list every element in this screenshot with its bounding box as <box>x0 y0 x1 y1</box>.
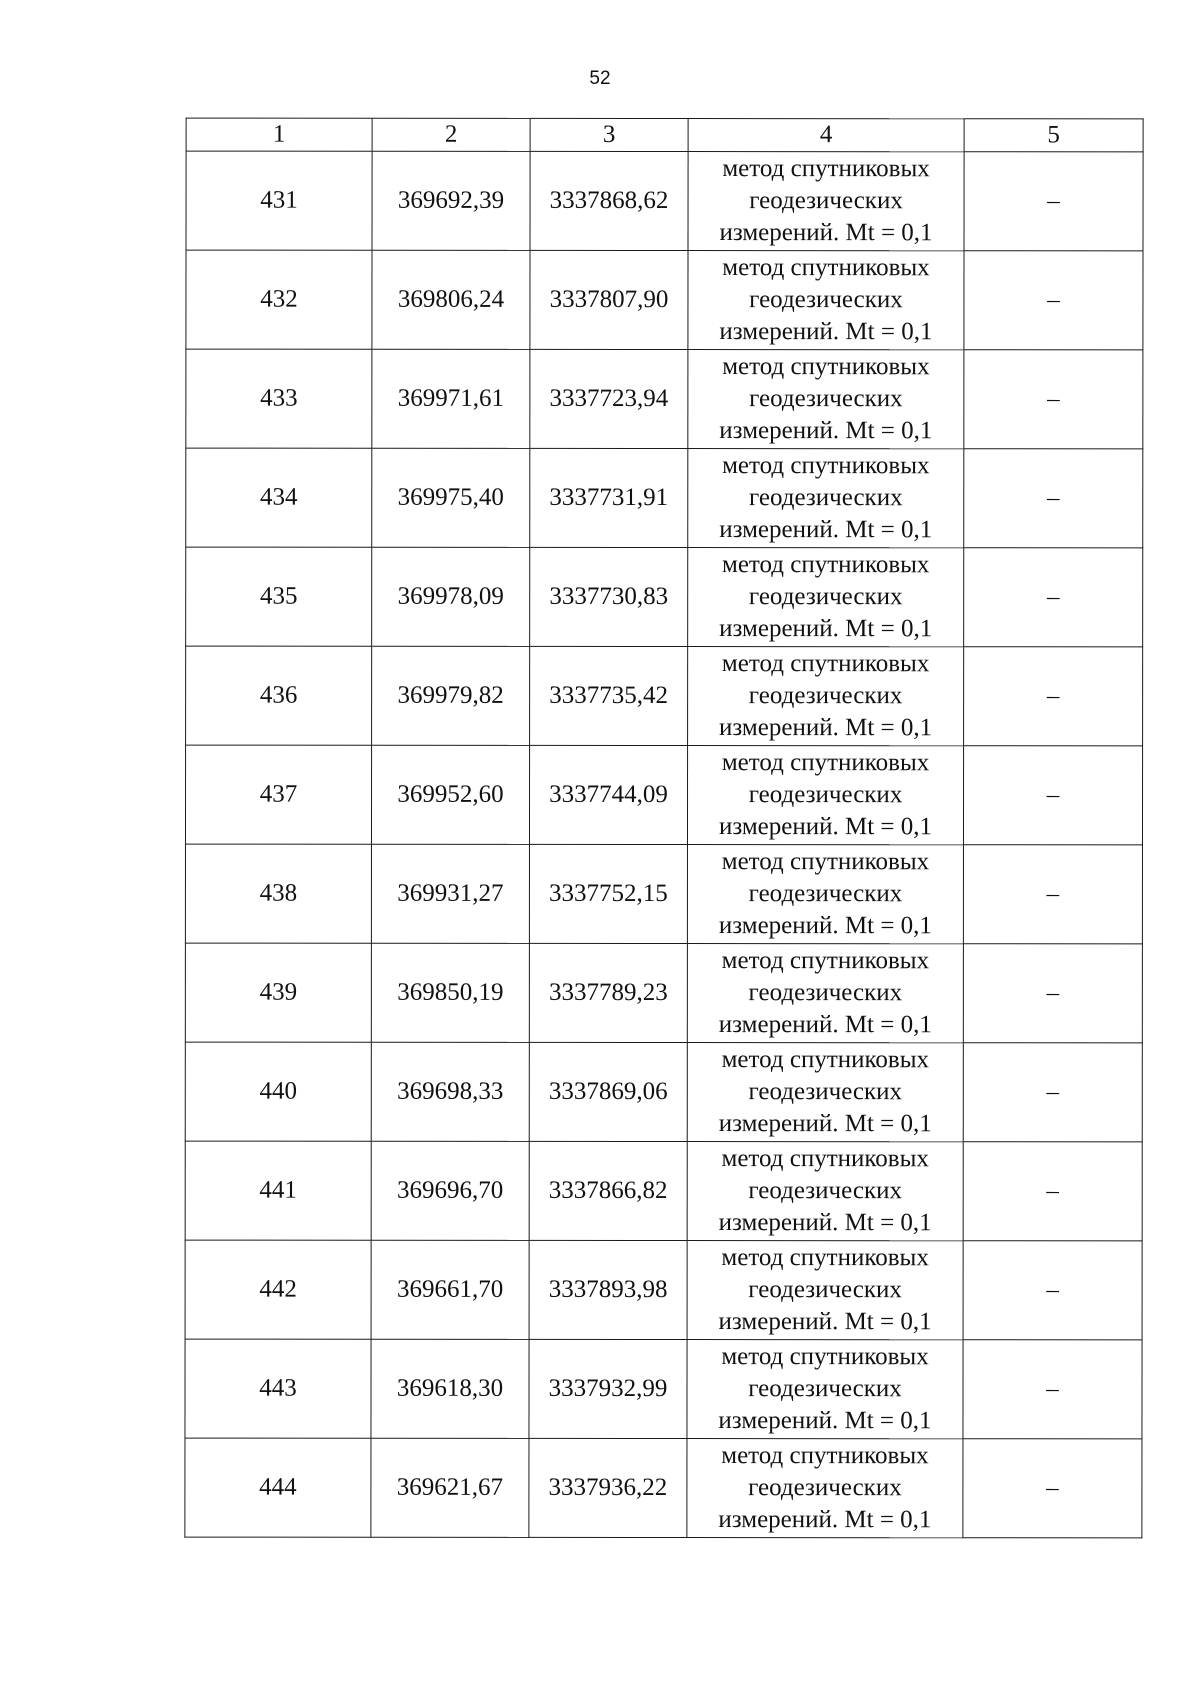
method-line: измерений. Mt = 0,1 <box>718 1011 932 1039</box>
point-number-cell: 435 <box>186 547 372 646</box>
method-line: измерений. Mt = 0,1 <box>719 714 933 742</box>
y-coordinate-cell: 3337730,83 <box>530 547 688 646</box>
method-line: метод спутниковых <box>721 1343 929 1371</box>
method-line: геодезических <box>748 1177 902 1205</box>
table-row <box>185 1240 1142 1340</box>
method-line: метод спутниковых <box>721 650 930 678</box>
x-coordinate-cell: 369979,82 <box>372 646 530 745</box>
column-header-1: 1 <box>186 118 372 151</box>
method-line: геодезических <box>749 187 903 215</box>
y-coordinate-cell: 3337936,22 <box>529 1438 687 1537</box>
method-line: метод спутниковых <box>721 947 930 975</box>
method-line: метод спутниковых <box>722 155 930 183</box>
table-row <box>186 448 1143 548</box>
method-line: измерений. Mt = 0,1 <box>718 912 932 940</box>
x-coordinate-cell: 369952,60 <box>371 745 529 844</box>
method-line: измерений. Mt = 0,1 <box>718 1209 932 1237</box>
method-line: измерений. Mt = 0,1 <box>719 417 933 445</box>
y-coordinate-cell: 3337731,91 <box>530 448 688 547</box>
column-header-5: 5 <box>964 119 1143 152</box>
y-coordinate-cell: 3337723,94 <box>530 349 688 448</box>
y-coordinate-cell: 3337932,99 <box>529 1339 687 1438</box>
y-coordinate-cell: 3337789,23 <box>529 943 687 1042</box>
method-line: измерений. Mt = 0,1 <box>718 1407 932 1435</box>
column-header-4: 4 <box>688 119 964 152</box>
method-cell <box>687 1043 963 1142</box>
point-number-cell: 436 <box>186 646 372 745</box>
method-line: измерений. Mt = 0,1 <box>718 1506 932 1534</box>
point-number-cell: 438 <box>185 844 371 943</box>
method-line: геодезических <box>748 1474 902 1502</box>
point-number-cell: 433 <box>186 349 372 448</box>
y-coordinate-cell: 3337868,62 <box>530 151 688 250</box>
table-row <box>185 1438 1142 1538</box>
method-line: измерений. Mt = 0,1 <box>718 813 933 841</box>
method-cell <box>687 845 963 944</box>
method-line: метод спутниковых <box>722 353 930 381</box>
y-coordinate-cell: 3337866,82 <box>529 1141 687 1240</box>
point-number-cell: 443 <box>185 1339 371 1438</box>
y-coordinate-cell: 3337893,98 <box>529 1240 687 1339</box>
note-cell: – <box>964 350 1143 449</box>
note-cell: – <box>964 152 1143 251</box>
table-row <box>185 943 1142 1043</box>
method-line: измерений. Mt = 0,1 <box>718 1110 932 1138</box>
table-row <box>185 745 1142 845</box>
table-row <box>185 1042 1142 1142</box>
method-cell <box>687 1439 963 1538</box>
table-row <box>185 1141 1142 1241</box>
x-coordinate-cell: 369661,70 <box>371 1240 529 1339</box>
method-line: геодезических <box>748 1078 903 1106</box>
note-cell: – <box>963 1043 1142 1142</box>
note-cell: – <box>963 845 1142 944</box>
point-number-cell: 444 <box>185 1438 371 1537</box>
column-header-3: 3 <box>530 118 688 151</box>
method-cell <box>687 1142 963 1241</box>
table-row <box>186 151 1143 251</box>
header-row <box>186 118 1143 152</box>
point-number-cell: 437 <box>185 745 371 844</box>
method-cell <box>687 1340 963 1439</box>
column-header-2: 2 <box>372 118 530 151</box>
page-number: 52 <box>589 68 611 89</box>
table-header <box>186 118 1143 152</box>
table-row <box>186 646 1143 746</box>
note-cell: – <box>963 746 1142 845</box>
coordinates-table <box>184 118 1143 1539</box>
table-row <box>186 250 1143 350</box>
method-line: измерений. Mt = 0,1 <box>719 615 933 643</box>
method-cell <box>688 350 964 449</box>
x-coordinate-cell: 369621,67 <box>371 1438 529 1537</box>
method-line: метод спутниковых <box>722 551 930 579</box>
method-line: метод спутниковых <box>721 749 930 777</box>
point-number-cell: 442 <box>185 1240 371 1339</box>
method-cell <box>687 746 963 845</box>
note-cell: – <box>964 449 1143 548</box>
note-cell: – <box>964 548 1143 647</box>
point-number-cell: 441 <box>185 1141 371 1240</box>
x-coordinate-cell: 369806,24 <box>372 250 530 349</box>
note-cell: – <box>963 1439 1142 1538</box>
method-cell <box>688 152 964 251</box>
method-line: геодезических <box>748 1375 902 1403</box>
method-cell <box>688 548 964 647</box>
y-coordinate-cell: 3337869,06 <box>529 1042 687 1141</box>
x-coordinate-cell: 369971,61 <box>372 349 530 448</box>
point-number-cell: 431 <box>186 151 372 250</box>
table-row <box>185 1339 1142 1439</box>
y-coordinate-cell: 3337735,42 <box>530 646 688 745</box>
method-cell <box>687 1241 963 1340</box>
method-line: геодезических <box>748 484 903 512</box>
method-line: метод спутниковых <box>721 1145 929 1173</box>
method-line: геодезических <box>748 979 903 1007</box>
x-coordinate-cell: 369696,70 <box>371 1141 529 1240</box>
method-cell <box>688 251 964 350</box>
table-row <box>186 547 1143 647</box>
method-cell <box>687 944 963 1043</box>
method-cell <box>688 449 964 548</box>
x-coordinate-cell: 369692,39 <box>372 151 530 250</box>
method-cell <box>688 647 964 746</box>
method-line: геодезических <box>748 880 903 908</box>
method-line: метод спутниковых <box>722 254 930 282</box>
y-coordinate-cell: 3337744,09 <box>529 745 687 844</box>
method-line: геодезических <box>748 781 903 809</box>
note-cell: – <box>963 1340 1142 1439</box>
method-line: геодезических <box>748 1276 902 1304</box>
note-cell: – <box>964 647 1143 746</box>
method-line: метод спутниковых <box>721 1046 930 1074</box>
x-coordinate-cell: 369698,33 <box>371 1042 529 1141</box>
point-number-cell: 432 <box>186 250 372 349</box>
method-line: измерений. Mt = 0,1 <box>719 516 933 544</box>
note-cell: – <box>963 1241 1142 1340</box>
note-cell: – <box>963 1142 1142 1241</box>
x-coordinate-cell: 369978,09 <box>372 547 530 646</box>
point-number-cell: 440 <box>185 1042 371 1141</box>
table-row <box>185 844 1142 944</box>
x-coordinate-cell: 369618,30 <box>371 1339 529 1438</box>
method-line: измерений. Mt = 0,1 <box>718 1308 932 1336</box>
y-coordinate-cell: 3337752,15 <box>529 844 687 943</box>
point-number-cell: 434 <box>186 448 372 547</box>
note-cell: – <box>964 251 1143 350</box>
method-line: геодезических <box>748 682 903 710</box>
y-coordinate-cell: 3337807,90 <box>530 250 688 349</box>
method-line: метод спутниковых <box>721 848 930 876</box>
x-coordinate-cell: 369931,27 <box>371 844 529 943</box>
table-row <box>186 349 1143 449</box>
method-line: метод спутниковых <box>721 1244 929 1272</box>
method-line: геодезических <box>749 286 903 314</box>
method-line: метод спутниковых <box>721 1442 929 1470</box>
x-coordinate-cell: 369975,40 <box>372 448 530 547</box>
point-number-cell: 439 <box>185 943 371 1042</box>
table-body <box>185 151 1143 1538</box>
method-line: геодезических <box>748 583 903 611</box>
method-line: метод спутниковых <box>722 452 930 480</box>
method-line: измерений. Mt = 0,1 <box>719 318 933 346</box>
method-line: геодезических <box>749 385 903 413</box>
x-coordinate-cell: 369850,19 <box>371 943 529 1042</box>
note-cell: – <box>963 944 1142 1043</box>
method-line: измерений. Mt = 0,1 <box>719 219 933 247</box>
